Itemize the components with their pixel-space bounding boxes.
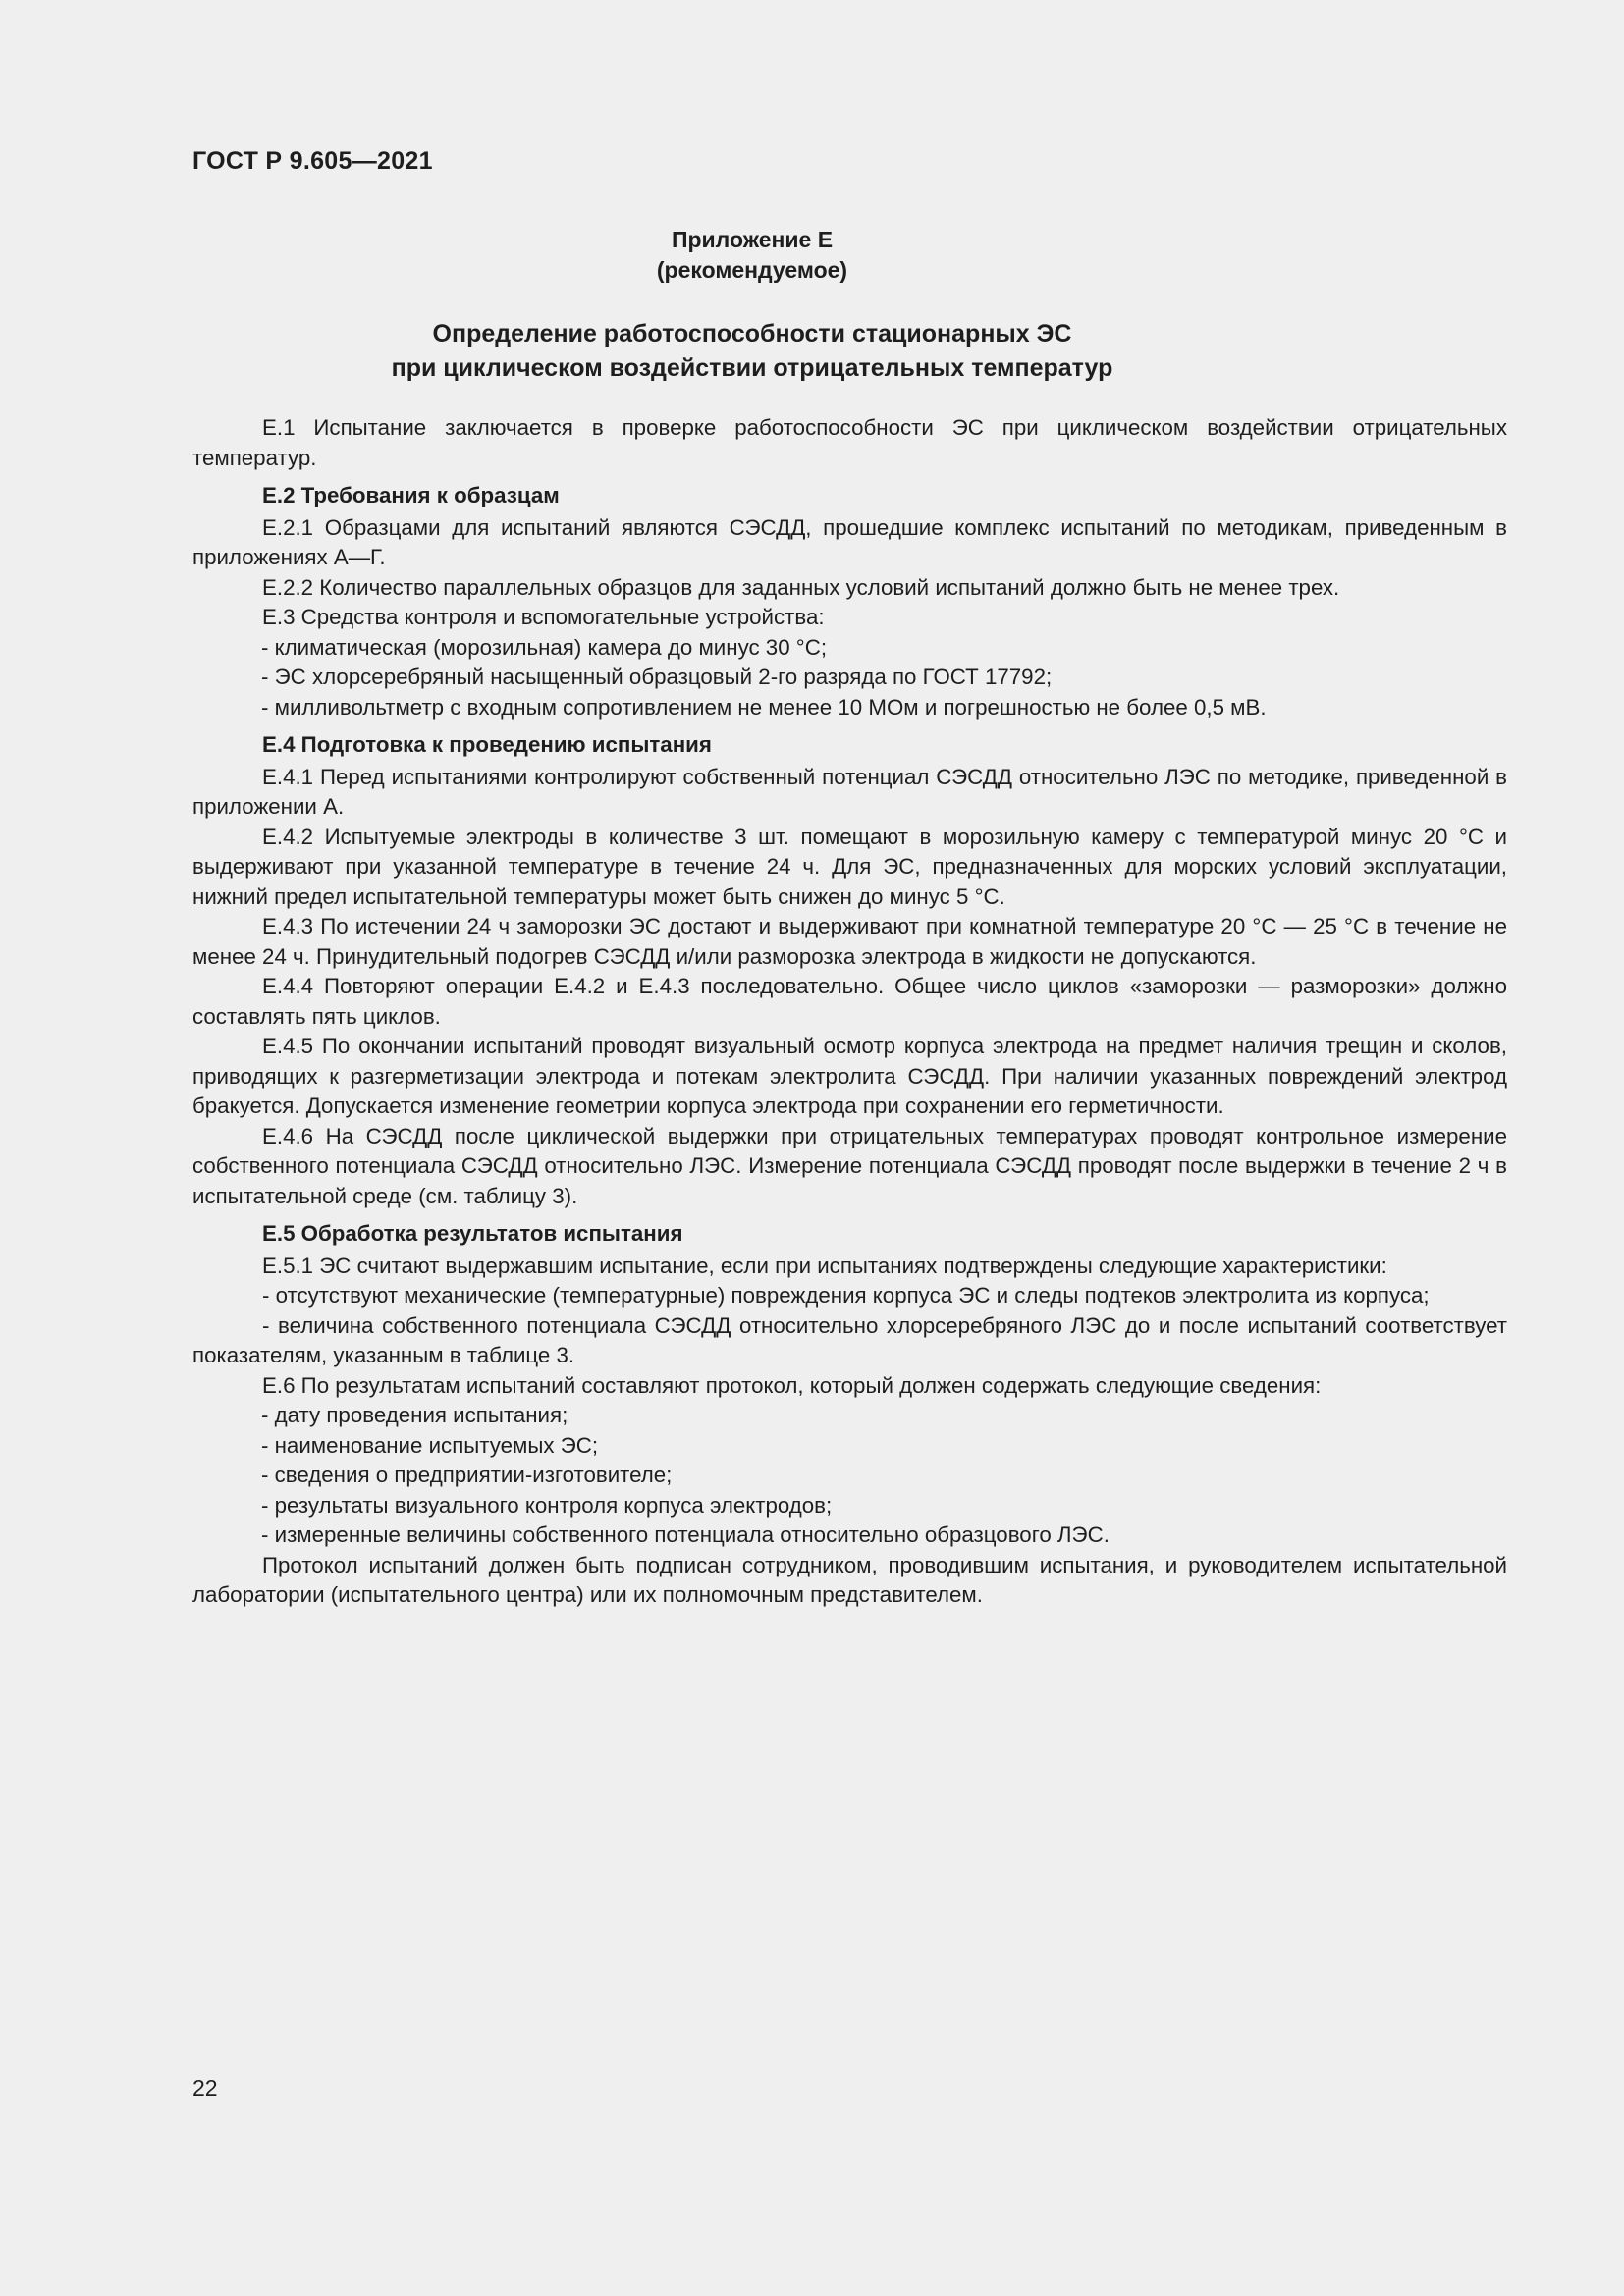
list-item: - дату проведения испытания; — [261, 1403, 568, 1427]
section-heading-e4: Е.4 Подготовка к проведению испытания — [262, 732, 712, 757]
list-item: - климатическая (морозильная) камера до минус 30 °С; — [261, 634, 828, 660]
list-item: - результаты визуального контроля корпуса электродов; — [261, 1492, 833, 1518]
standard-code-header: ГОСТ Р 9.605—2021 — [192, 147, 433, 175]
paragraph-e6: Е.6 По результатам испытаний составляют протокол, который должен содержать следующие сведения: — [262, 1372, 1322, 1398]
list-item: - величина собственного потенциала СЭСДД относительно хлорсеребряного ЛЭС до и после испытаний соответствует показателям, указанным в таблице 3. — [192, 1312, 1507, 1367]
paragraph-e4-1: Е.4.1 Перед испытаниями контролируют собственный потенциал СЭСДД относительно ЛЭС по методике, приведенной в приложении А. — [192, 764, 1507, 819]
paragraph-e2-2: Е.2.2 Количество параллельных образцов для заданных условий испытаний должно быть не менее трех. — [262, 574, 1340, 600]
list-item: - сведения о предприятии-изготовителе; — [261, 1463, 673, 1487]
title-line-1: Определение работоспособности стационарных ЭС — [432, 320, 1072, 347]
section-heading-e2: Е.2 Требования к образцам — [262, 483, 560, 507]
page-number: 22 — [192, 2075, 218, 2101]
list-item: - измеренные величины собственного потенциала относительно образцового ЛЭС. — [261, 1522, 1110, 1547]
appendix-status: (рекомендуемое) — [656, 257, 848, 283]
list-item: - наименование испытуемых ЭС; — [261, 1432, 599, 1458]
paragraph-e4-2: Е.4.2 Испытуемые электроды в количестве 3 шт. помещают в морозильную камеру с температурой минус 20 °С и выдерживают при указанной температуре в течение 24 ч. Для ЭС, предназначенных для морских условий эксплуатации, нижний предел испытательной температуры может быть снижен до минус 5 °С. — [192, 824, 1507, 909]
paragraph-protocol: Протокол испытаний должен быть подписан сотрудником, проводившим испытания, и руководителем испытательной лаборатории (испытательного центра) или их полномочным представителем. — [192, 1552, 1507, 1607]
paragraph-e4-6: Е.4.6 На СЭСДД после циклической выдержки при отрицательных температурах проводят контрольное измерение собственного потенциала СЭСДД относительно ЛЭС. Измерение потенциала СЭСДД проводят после выдержки в течение 2 ч в испытательной среде (см. таблицу 3). — [192, 1123, 1507, 1208]
list-item: - милливольтметр с входным сопротивлением не менее 10 МОм и погрешностью не более 0,5 мВ. — [261, 694, 1267, 720]
list-item: - ЭС хлорсеребряный насыщенный образцовый 2-го разряда по ГОСТ 17792; — [261, 665, 1053, 689]
paragraph-e3: Е.3 Средства контроля и вспомогательные устройства: — [262, 605, 825, 629]
appendix-heading — [192, 225, 1312, 286]
paragraph-e1: Е.1 Испытание заключается в проверке работоспособности ЭС при циклическом воздействии отрицательных температур. — [192, 415, 1507, 470]
paragraph-e5-1: Е.5.1 ЭС считают выдержавшим испытание, если при испытаниях подтверждены следующие характеристики: — [262, 1253, 1387, 1278]
appendix-label: Приложение Е — [671, 227, 834, 252]
document-body — [192, 413, 1507, 1611]
paragraph-e4-5: Е.4.5 По окончании испытаний проводят визуальный осмотр корпуса электрода на предмет наличия трещин и сколов, приводящих к разгерметизации электрода и потекам электролита СЭСДД. При наличии указанных повреждений электрод бракуется. Допускается изменение геометрии корпуса электрода при сохранении его герметичности. — [192, 1034, 1507, 1118]
appendix-title — [192, 317, 1312, 386]
section-heading-e5: Е.5 Обработка результатов испытания — [262, 1221, 683, 1246]
paragraph-e4-4: Е.4.4 Повторяют операции Е.4.2 и Е.4.3 последовательно. Общее число циклов «заморозки — разморозки» должно составлять пять циклов. — [192, 974, 1507, 1029]
paragraph-e2-1: Е.2.1 Образцами для испытаний являются СЭСДД, прошедшие комплекс испытаний по методикам, приведенным в приложениях А—Г. — [192, 514, 1507, 569]
paragraph-e4-3: Е.4.3 По истечении 24 ч заморозки ЭС достают и выдерживают при комнатной температуре 20 °С — 25 °С в течение не менее 24 ч. Принудительный подогрев СЭСДД и/или разморозка электрода в жидкости не допускаются. — [192, 914, 1507, 969]
title-line-2: при циклическом воздействии отрицательных температур — [391, 354, 1113, 382]
list-item: - отсутствуют механические (температурные) повреждения корпуса ЭС и следы подтеков электролита из корпуса; — [262, 1283, 1430, 1308]
